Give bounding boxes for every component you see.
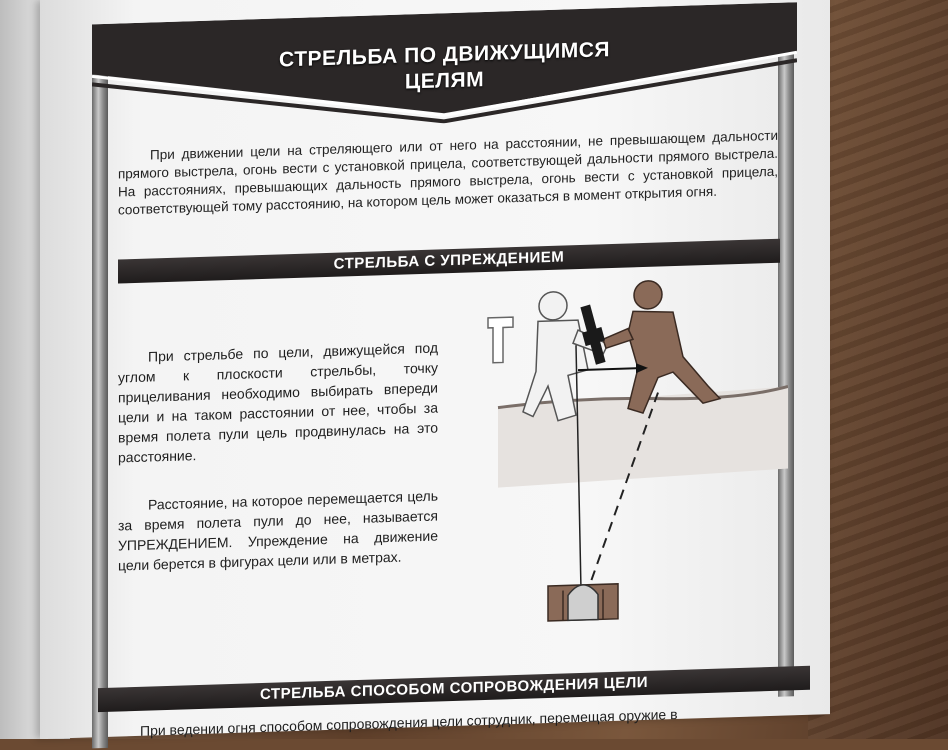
page-title-line2: ЦЕЛЯМ [404,68,485,94]
lead-illustration [458,268,788,638]
lead-paragraph-2: Расстояние, на которое перемещается цель за время полета пули до нее, называется УПРЕЖДЕНИЕМ. Упреждение на движение цели берется в фигурах цели или в метрах. [118,487,438,574]
lead-paragraph-1: При стрельбе по цели, движущейся под углом к плоскости стрельбы, точку прицеливания необходимо выбирать впереди цели и на таком расстоянии от нее, чтобы за время полета пули цель продвинулась на это расстояние. [118,339,438,466]
book-page [40,0,830,739]
shooter-position [568,584,598,620]
lead-diagram [458,268,788,638]
tracking-paragraph: При ведении огня способом сопровождения цели сотрудник, перемещая оружие в [140,705,678,739]
brown-soldier-figure [603,279,720,415]
section-header-lead: СТРЕЛЬБА С УПРЕЖДЕНИЕМ [118,239,780,284]
white-rifle-icon [488,317,513,363]
section-header-tracking: СТРЕЛЬБА СПОСОБОМ СОПРОВОЖДЕНИЯ ЦЕЛИ [98,666,810,712]
page-title-line1: СТРЕЛЬБА ПО ДВИЖУЩИМСЯ [279,38,610,72]
intro-paragraph: При движении цели на стреляющего или от него на расстоянии, не превышающем дальности прямого выстрела, огонь вести с установкой прицела, соответствующей дальности прямого выстрела. На расстояниях, превышающих дальность прямого выстрела, огонь вести с установкой прицела, соответствующей тому расстоянию, на котором цель может оказаться в момент открытия огня. [118,127,778,218]
frame-left-bar [92,68,108,749]
title-banner [92,2,797,134]
